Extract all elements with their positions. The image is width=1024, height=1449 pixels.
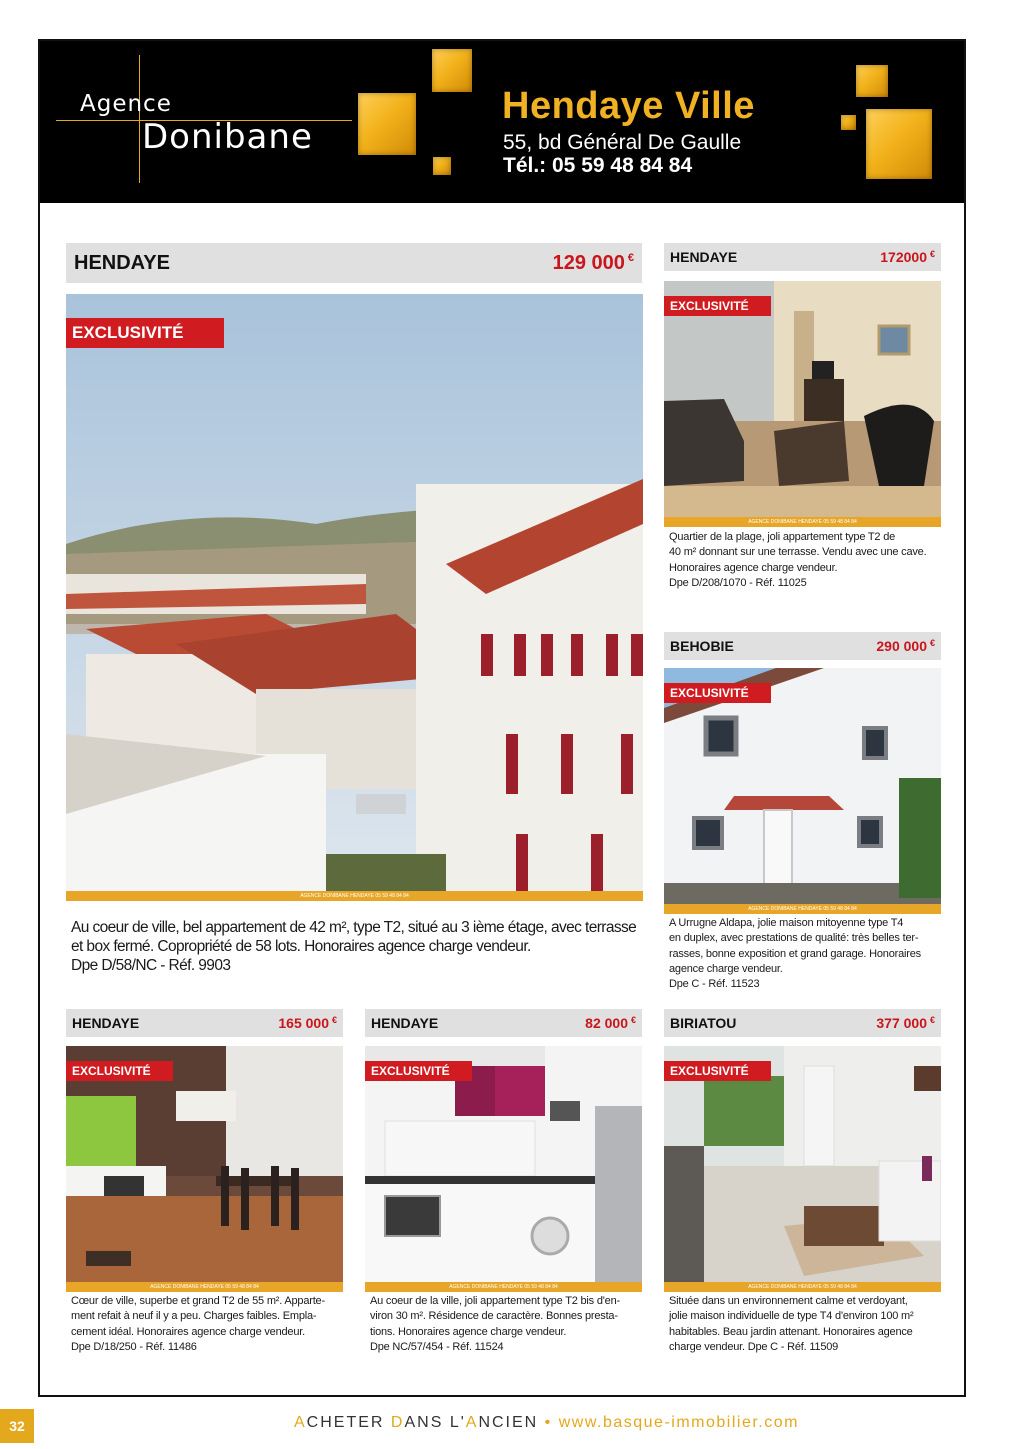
listing-price: 290 000 € [876,638,935,654]
listing-photo[interactable] [66,1046,343,1292]
page-frame [38,39,966,1397]
exclusivity-badge: EXCLUSIVITÉ [664,1061,771,1081]
photo-credit: AGENCE DONIBANE HENDAYE 05 59 48 84 84 [66,1282,343,1292]
description-line: Cœur de ville, superbe et grand T2 de 55 m². Apparte- [71,1295,325,1307]
tagline-text: NCIEN [478,1414,539,1431]
listing-title-bar [66,243,642,283]
description-line: habitables. Beau jardin attenant. Honoraires agence [669,1325,913,1338]
description-line: charge vendeur. Dpe C - Réf. 11509 [669,1340,839,1353]
photo-credit: AGENCE DONIBANE HENDAYE 05 59 48 84 84 [66,891,643,901]
listing-card[interactable] [664,632,941,660]
listing-city: HENDAYE [74,251,170,274]
description-line: jolie maison individuelle de type T4 d'environ 100 m² [669,1310,914,1323]
listing-price: 129 000 € [552,251,634,274]
living-room-photo [664,281,941,527]
photo-credit: AGENCE DONIBANE HENDAYE 05 59 48 84 84 [365,1282,642,1292]
tagline-text: ANS L' [404,1414,466,1431]
description-line: Dpe D/58/NC - Réf. 9903 [71,957,231,974]
description-line: ment refait à neuf il y a peu. Charges faibles. Empla- [71,1310,317,1323]
photo-credit: AGENCE DONIBANE HENDAYE 05 59 48 84 84 [664,517,941,527]
listing-city: HENDAYE [371,1015,439,1031]
tagline-text: CHETER [306,1414,391,1431]
listing-card[interactable] [66,1009,343,1037]
photo-credit: AGENCE DONIBANE HENDAYE 05 59 48 84 84 [664,904,941,914]
office-phone: Tél.: 05 59 48 84 84 [503,154,693,177]
exclusivity-badge: EXCLUSIVITÉ [66,1061,173,1081]
listing-title-bar [664,632,941,660]
listing-card[interactable] [664,1009,941,1037]
listing-city: HENDAYE [72,1015,140,1031]
description-line: agence charge vendeur. [669,962,783,975]
footer-bullet: • [544,1414,553,1431]
office-address: 55, bd Général De Gaulle [503,131,742,154]
town-rooftops-photo [66,294,643,901]
decor-square [841,115,856,130]
description-line: Au coeur de la ville, joli appartement type T2 bis d'en- [370,1295,620,1307]
listing-city: HENDAYE [670,249,738,265]
listing-price: 165 000 € [278,1015,337,1031]
listing-title-bar [365,1009,642,1037]
description-line: rasses, bonne exposition et grand garage. Honoraires [669,947,921,960]
listing-description [669,1294,941,1355]
description-line: et box fermé. Copropriété de 58 lots. Honoraires agence charge vendeur. [71,938,531,955]
logo-agence-text: Agence [80,91,172,117]
agency-banner [40,41,964,203]
description-line: tions. Honoraires agence charge vendeur. [370,1325,567,1338]
tagline-letter: A [294,1414,307,1431]
listing-photo[interactable] [66,294,643,901]
listing-city: BIRIATOU [670,1015,737,1031]
description-line: Dpe D/208/1070 - Réf. 11025 [669,576,807,589]
fitted-kitchen-photo [365,1046,642,1292]
description-line: 40 m² donnant sur une terrasse. Vendu avec une cave. [669,546,927,559]
listing-title-bar [664,1009,941,1037]
listing-title-bar [66,1009,343,1037]
description-line: cement idéal. Honoraires agence charge vendeur. [71,1325,305,1338]
listing-card[interactable] [664,243,941,271]
tagline-letter: A [465,1414,479,1431]
exclusivity-badge: EXCLUSIVITÉ [66,318,224,348]
listing-price: 377 000 € [876,1015,935,1031]
description-line: Dpe D/18/250 - Réf. 11486 [71,1340,197,1353]
listing-price: 172000 € [880,249,935,265]
listing-card[interactable] [365,1009,642,1037]
bright-living-room-photo [664,1046,941,1292]
footer-tagline [294,1414,799,1432]
listing-photo[interactable] [664,1046,941,1292]
listing-description [669,530,941,591]
description-line: Honoraires agence charge vendeur. [669,561,838,574]
house-facade-photo [664,668,941,914]
decor-square [432,49,472,92]
description-line: en duplex, avec prestations de qualité: très belles ter- [669,932,919,945]
description-line: Située dans un environnement calme et verdoyant, [669,1295,908,1307]
listing-description [71,918,643,975]
page-number: 32 [0,1409,34,1443]
listing-price: 82 000 € [585,1015,636,1031]
listing-title-bar [664,243,941,271]
exclusivity-badge: EXCLUSIVITÉ [664,296,771,316]
description-line: Quartier de la plage, joli appartement type T2 de [669,531,896,543]
description-line: Dpe C - Réf. 11523 [669,978,760,991]
exclusivity-badge: EXCLUSIVITÉ [664,683,771,703]
decor-square [856,65,888,97]
website-link[interactable]: www.basque-immobilier.com [558,1414,799,1431]
exclusivity-badge: EXCLUSIVITÉ [365,1061,472,1081]
listing-description [370,1294,642,1355]
listing-photo[interactable] [365,1046,642,1292]
description-line: viron 30 m². Résidence de caractère. Bonnes presta- [370,1310,618,1323]
listing-photo[interactable] [664,281,941,527]
description-line: Dpe NC/57/454 - Réf. 11524 [370,1340,504,1353]
description-line: Au coeur de ville, bel appartement de 42 m², type T2, situé au 3 ième étage, avec terrasse [71,919,637,936]
decor-square [866,109,932,179]
logo-donibane-text: Donibane [142,117,313,157]
kitchen-dining-photo [66,1046,343,1292]
photo-credit: AGENCE DONIBANE HENDAYE 05 59 48 84 84 [664,1282,941,1292]
decor-square [433,157,451,175]
decor-square [358,93,416,155]
tagline-letter: D [390,1414,405,1431]
office-title: Hendaye Ville [502,85,755,127]
listing-description [71,1294,343,1355]
listing-city: BEHOBIE [670,638,734,654]
description-line: A Urrugne Aldapa, jolie maison mitoyenne type T4 [669,917,904,929]
listing-description [669,916,941,992]
listing-photo[interactable] [664,668,941,914]
